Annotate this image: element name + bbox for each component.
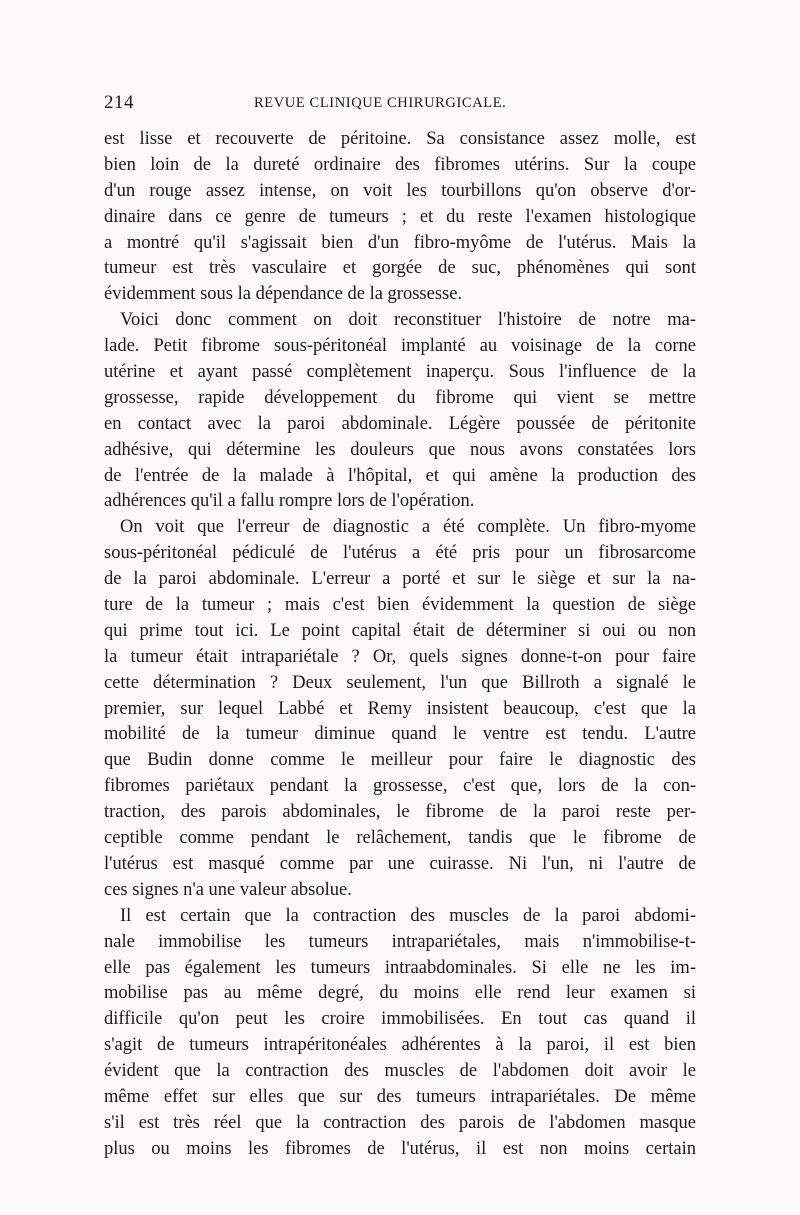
text-line: adhésive, qui détermine les douleurs que nous avons constatées lors <box>104 439 696 460</box>
text-line: est lisse et recouverte de péritoine. Sa consistance assez molle, est <box>104 129 696 149</box>
text-line: a montré qu'il s'agissait bien d'un fibro-myôme de l'utérus. Mais la <box>104 232 696 253</box>
text-line: s'agit de tumeurs intrapéritonéales adhérentes à la paroi, il est bien <box>104 1035 696 1056</box>
text-line: premier, sur lequel Labbé et Remy insistent beaucoup, c'est que la <box>104 698 696 719</box>
page-number: 214 <box>104 92 134 113</box>
text-line: de la paroi abdominale. L'erreur a porté et sur le siège et sur la na- <box>104 569 696 590</box>
text-line: ces signes n'a une valeur absolue. <box>104 879 352 900</box>
text-line: bien loin de la dureté ordinaire des fibromes utérins. Sur la coupe <box>104 154 696 175</box>
text-line: même effet sur elles que sur des tumeurs intrapariétales. De même <box>104 1086 696 1107</box>
text-line: nale immobilise les tumeurs intrapariétales, mais n'immobilise-t- <box>104 931 696 952</box>
text-line: qui prime tout ici. Le point capital était de déterminer si oui ou non <box>104 620 696 641</box>
text-line: mobilise pas au même degré, du moins elle rend leur examen si <box>104 983 696 1004</box>
text-line: la tumeur était intrapariétale ? Or, quels signes donne-t-on pour faire <box>104 646 696 667</box>
text-line: Il est certain que la contraction des muscles de la paroi abdomi- <box>120 905 696 926</box>
text-line: d'un rouge assez intense, on voit les tourbillons qu'on observe d'or- <box>104 180 696 201</box>
text-line: ture de la tumeur ; mais c'est bien évidemment la question de siège <box>104 595 696 616</box>
text-line: évident que la contraction des muscles de l'abdomen doit avoir le <box>104 1061 696 1082</box>
text-line: lade. Petit fibrome sous-péritonéal implanté au voisinage de la corne <box>104 336 696 357</box>
text-line: Voici donc comment on doit reconstituer l'histoire de notre ma- <box>120 310 696 331</box>
body-text <box>104 127 696 1163</box>
text-line: tumeur est très vasculaire et gorgée de suc, phénomènes qui sont <box>104 258 696 279</box>
text-line: grossesse, rapide développement du fibrome qui vient se mettre <box>104 387 696 408</box>
text-line: adhérences qu'il a fallu rompre lors de l'opération. <box>104 491 475 512</box>
text-line: mobilité de la tumeur diminue quand le ventre est tendu. L'autre <box>104 724 696 745</box>
text-line: cette détermination ? Deux seulement, l'un que Billroth a signalé le <box>104 672 696 693</box>
running-title: REVUE CLINIQUE CHIRURGICALE. <box>254 95 507 111</box>
text-line: traction, des parois abdominales, le fibrome de la paroi reste per- <box>104 802 696 823</box>
text-line: fibromes pariétaux pendant la grossesse, c'est que, lors de la con- <box>104 776 696 797</box>
page-header <box>104 92 696 118</box>
text-line: sous-péritonéal pédiculé de l'utérus a été pris pour un fibrosarcome <box>104 543 696 564</box>
text-line: s'il est très réel que la contraction des parois de l'abdomen masque <box>104 1112 696 1133</box>
text-line: l'utérus est masqué comme par une cuirasse. Ni l'un, ni l'autre de <box>104 853 696 874</box>
text-line: dinaire dans ce genre de tumeurs ; et du reste l'examen histologique <box>104 206 696 227</box>
text-line: de l'entrée de la malade à l'hôpital, et qui amène la production des <box>104 465 696 486</box>
text-line: utérine et ayant passé complètement inaperçu. Sous l'influence de la <box>104 362 696 383</box>
text-line: On voit que l'erreur de diagnostic a été complète. Un fibro-myome <box>120 517 696 538</box>
text-line: évidemment sous la dépendance de la grossesse. <box>104 284 463 305</box>
text-line: ceptible comme pendant le relâchement, tandis que le fibrome de <box>104 828 696 849</box>
text-line: que Budin donne comme le meilleur pour faire le diagnostic des <box>104 750 696 771</box>
text-line: en contact avec la paroi abdominale. Légère poussée de péritonite <box>104 413 696 434</box>
text-line: plus ou moins les fibromes de l'utérus, il est non moins certain <box>104 1138 696 1159</box>
text-line: elle pas également les tumeurs intraabdominales. Si elle ne les im- <box>104 957 696 978</box>
text-line: difficile qu'on peut les croire immobilisées. En tout cas quand il <box>104 1009 696 1030</box>
